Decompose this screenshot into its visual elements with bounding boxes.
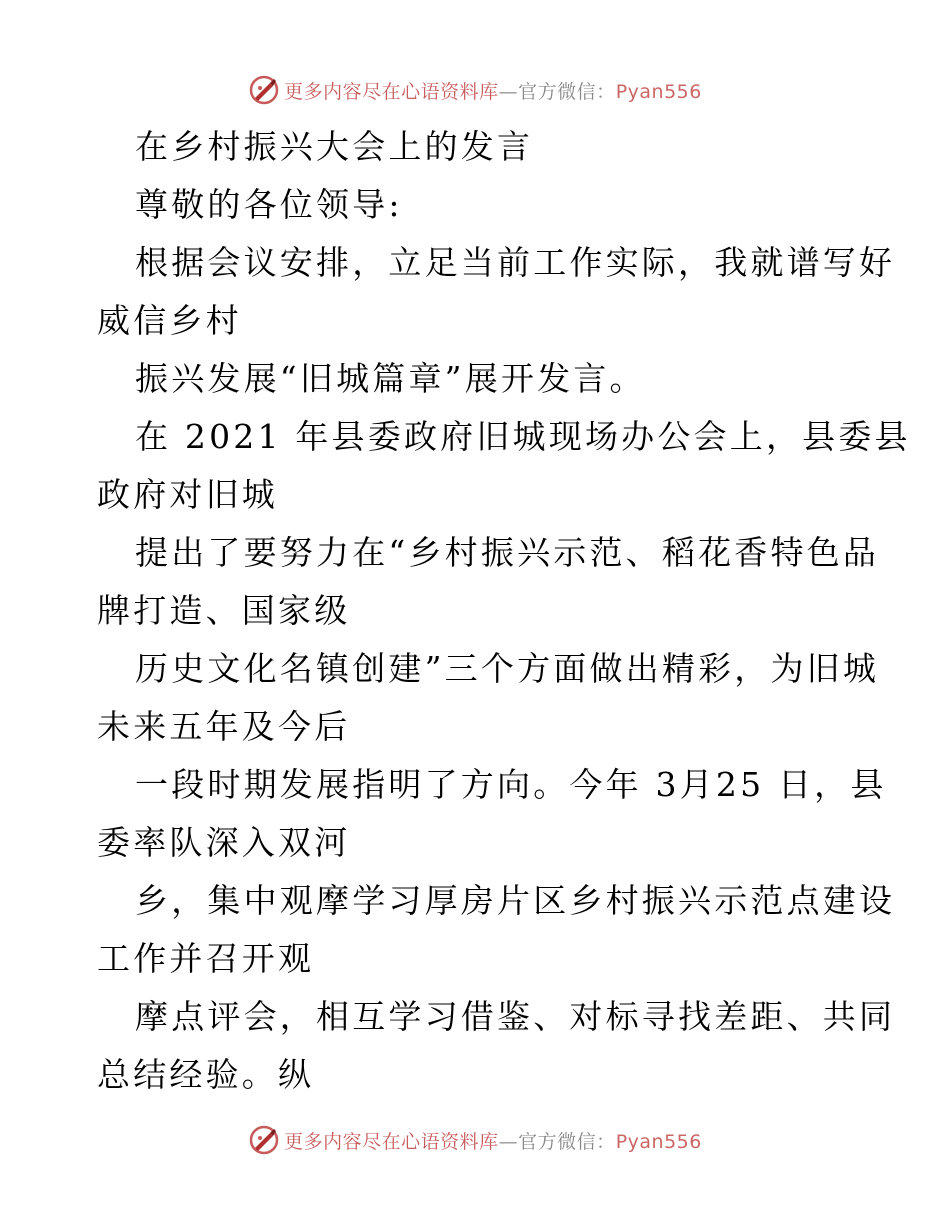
paragraph-line: 工作并召开观	[97, 939, 315, 978]
watermark-text	[284, 1127, 702, 1154]
watermark-text	[284, 77, 702, 104]
watermark-main: 更多内容尽在心语资料库	[284, 80, 499, 103]
document-body	[97, 118, 911, 1104]
paragraph-line: 振兴发展“旧城篇章”展开发言。	[135, 359, 646, 398]
watermark-main: 更多内容尽在心语资料库	[284, 1130, 499, 1153]
paragraph-line: 提出了要努力在“乡村振兴示范、稻花香特色品	[135, 533, 880, 572]
logo-icon	[248, 1124, 280, 1156]
paragraph-line: 根据会议安排，立足当前工作实际，我就谱写好	[135, 243, 896, 282]
logo-icon	[248, 74, 280, 106]
paragraph-line: 乡，集中观摩学习厚房片区乡村振兴示范点建设	[135, 881, 896, 920]
paragraph-line: 未来五年及今后	[97, 707, 351, 746]
watermark-id: Pyan556	[615, 1130, 702, 1153]
paragraph-line: 威信乡村	[97, 301, 242, 340]
paragraph-line: 历史文化名镇创建”三个方面做出精彩，为旧城	[135, 649, 880, 688]
header-watermark	[0, 70, 950, 110]
paragraph-line: 在 2021 年县委政府旧城现场办公会上，县委县	[135, 417, 911, 456]
paragraph-line: 一段时期发展指明了方向。今年 3月25 日，县	[135, 765, 887, 804]
salutation: 尊敬的各位领导:	[135, 185, 403, 224]
paragraph-line: 摩点评会，相互学习借鉴、对标寻找差距、共同	[135, 997, 896, 1036]
watermark-dash: —	[498, 80, 519, 103]
watermark-dash: —	[498, 1130, 519, 1153]
watermark-sub: 官方微信：	[518, 1130, 616, 1153]
paragraph-line: 牌打造、国家级	[97, 591, 351, 630]
watermark-sub: 官方微信：	[518, 80, 616, 103]
paragraph-line: 总结经验。纵	[97, 1055, 315, 1094]
paragraph-line: 委率队深入双河	[97, 823, 351, 862]
footer-watermark	[0, 1120, 950, 1160]
paragraph-line: 政府对旧城	[97, 475, 278, 514]
document-title: 在乡村振兴大会上的发言	[135, 127, 534, 166]
watermark-id: Pyan556	[615, 80, 702, 103]
